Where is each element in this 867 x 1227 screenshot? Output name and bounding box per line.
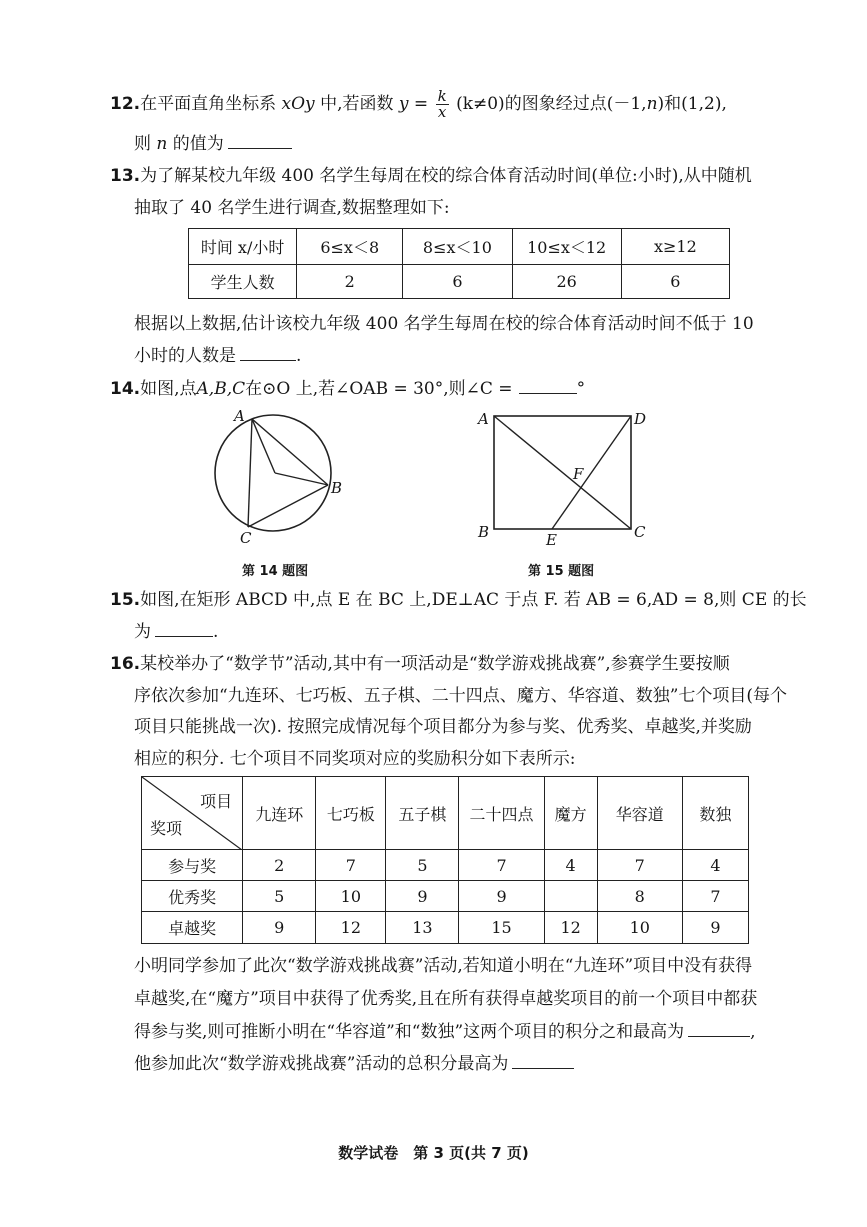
q15-line1 xyxy=(110,590,807,610)
q16-column-header: 二十四点 xyxy=(459,777,544,850)
fig15-label-d: D xyxy=(634,410,647,428)
segment-ab xyxy=(252,419,328,485)
q13-table xyxy=(188,228,730,299)
q16-cell: 10 xyxy=(316,881,386,912)
fig14-label-c: C xyxy=(240,529,252,547)
q13-header-cell: 8≤x＜10 xyxy=(403,229,512,265)
q13-header-cell: 6≤x＜8 xyxy=(297,229,403,265)
q16-row-label: 优秀奖 xyxy=(142,881,243,912)
q16-cell: 9 xyxy=(459,881,544,912)
q15-text-1: 如图,在矩形 ABCD 中,点 E 在 BC 上,DE⊥AC 于点 F. 若 AB = 6,AD = 8,则 CE 的长 xyxy=(140,590,807,610)
q16-cell: 7 xyxy=(682,881,748,912)
q16-column-header: 魔方 xyxy=(544,777,597,850)
q13-header-cell: 10≤x＜12 xyxy=(512,229,621,265)
q16-cell: 7 xyxy=(316,850,386,881)
q16-cell xyxy=(544,881,597,912)
q12-fraction xyxy=(436,89,449,120)
q12-y-eq: y = xyxy=(398,94,429,114)
q13-data-cell: 2 xyxy=(297,265,403,299)
q16-column-header: 七巧板 xyxy=(316,777,386,850)
q16-cell: 5 xyxy=(243,881,316,912)
q16-cell: 9 xyxy=(243,912,316,944)
q16-row-participation xyxy=(142,850,749,881)
diagonal-ac xyxy=(494,416,631,529)
q15-line2: 为 . xyxy=(134,622,219,642)
q16-line3: 项目只能挑战一次). 按照完成情况每个项目都分为参与奖、优秀奖、卓越奖,并奖励 xyxy=(134,717,752,737)
q12-text-d: )和(1,2), xyxy=(657,94,727,114)
q12-text-e: 则 xyxy=(134,134,151,154)
q13-data-cell: 6 xyxy=(403,265,512,299)
q15-number: 15. xyxy=(110,590,141,610)
q13-header-cell: x≥12 xyxy=(621,229,729,265)
q13-table-header-row xyxy=(189,229,730,265)
q16-row-outstanding xyxy=(142,912,749,944)
q15-answer-blank[interactable] xyxy=(155,622,213,637)
q13-line2: 抽取了 40 名学生进行调查,数据整理如下: xyxy=(134,198,450,218)
q16-line2: 序依次参加“九连环、七巧板、五子棋、二十四点、魔方、华容道、数独”七个项目(每个 xyxy=(134,686,788,706)
q16-cell: 12 xyxy=(544,912,597,944)
q14-number: 14. xyxy=(110,379,141,399)
q16-cell: 13 xyxy=(386,912,459,944)
q16-text-7: 得参与奖,则可推断小明在“华容道”和“数独”这两个项目的积分之和最高为 xyxy=(134,1022,685,1042)
q15-text-2: 为 xyxy=(134,622,151,642)
q16-corner-top: 项目 xyxy=(200,792,233,811)
q16-corner-bottom: 奖项 xyxy=(150,819,183,838)
q13-table-data-row xyxy=(189,265,730,299)
q16-cell: 12 xyxy=(316,912,386,944)
q16-line6: 卓越奖,在“魔方”项目中获得了优秀奖,且在所有获得卓越奖项目的前一个项目中都获 xyxy=(134,989,758,1009)
q16-row-label: 参与奖 xyxy=(142,850,243,881)
q12-text-a: 在平面直角坐标系 xyxy=(140,94,277,114)
segment-de xyxy=(552,416,631,529)
q14-answer-blank[interactable] xyxy=(519,379,577,394)
q16-number: 16. xyxy=(110,654,141,674)
q14-line1 xyxy=(110,379,585,399)
q12-cond: (k≠0) xyxy=(456,94,505,114)
q16-cell: 4 xyxy=(544,850,597,881)
q16-cell: 15 xyxy=(459,912,544,944)
q12-n-2: n xyxy=(156,134,168,154)
q16-cell: 4 xyxy=(682,850,748,881)
q16-row-excellent xyxy=(142,881,749,912)
q16-column-header: 九连环 xyxy=(243,777,316,850)
q16-cell: 9 xyxy=(386,881,459,912)
q16-line5: 小明同学参加了此次“数学游戏挑战赛”活动,若知道小明在“九连环”项目中没有获得 xyxy=(134,956,753,976)
q12-xoy: xOy xyxy=(281,94,315,114)
q16-cell: 5 xyxy=(386,850,459,881)
q14-degree: ° xyxy=(576,379,586,399)
q12-number: 12. xyxy=(110,94,141,114)
q16-table-header-row xyxy=(142,777,749,850)
q12-line2 xyxy=(134,134,292,154)
q14-points: A,B,C xyxy=(196,379,246,399)
q16-table xyxy=(141,776,749,944)
q13-text-1: 为了解某校九年级 400 名学生每周在校的综合体育活动时间(单位:小时),从中随机 xyxy=(140,166,752,186)
fig15-label-f: F xyxy=(573,465,584,483)
q16-cell: 10 xyxy=(597,912,682,944)
fig15-label-b: B xyxy=(478,523,490,541)
q16-line7 xyxy=(134,1022,756,1042)
q13-answer-blank[interactable] xyxy=(240,346,296,361)
figure-15-rectangle xyxy=(474,405,654,555)
fig15-label-c: C xyxy=(634,523,646,541)
q16-row-label: 卓越奖 xyxy=(142,912,243,944)
q12-frac-num: k xyxy=(437,87,447,105)
q13-header-cell: 时间 x/小时 xyxy=(189,229,297,265)
q13-data-cell: 6 xyxy=(621,265,729,299)
q13-text-4: 小时的人数是 xyxy=(134,346,236,366)
segment-ao xyxy=(252,419,275,473)
q12-line1 xyxy=(110,89,727,120)
segment-ac xyxy=(248,419,252,527)
q16-cell: 9 xyxy=(682,912,748,944)
q16-cell: 7 xyxy=(459,850,544,881)
q16-cell: 2 xyxy=(243,850,316,881)
q13-line3: 根据以上数据,估计该校九年级 400 名学生每周在校的综合体育活动时间不低于 10 xyxy=(134,314,754,334)
q13-number: 13. xyxy=(110,166,141,186)
q16-column-header: 数独 xyxy=(682,777,748,850)
q16-corner-diagonal xyxy=(142,777,242,850)
q13-line4: 小时的人数是 . xyxy=(134,346,302,366)
q16-answer-blank-2[interactable] xyxy=(512,1054,574,1069)
q16-column-header: 五子棋 xyxy=(386,777,459,850)
figure-14-circle xyxy=(200,405,360,555)
q16-text-1: 某校举办了“数学节”活动,其中有一项活动是“数学游戏挑战赛”,参赛学生要按顺 xyxy=(140,654,730,674)
q16-cell: 7 xyxy=(597,850,682,881)
q12-text-c: 的图象经过点(－1, xyxy=(504,94,647,114)
fig14-label-b: B xyxy=(331,479,343,497)
q16-corner-cell xyxy=(142,777,243,850)
q14-text-a: 如图,点 xyxy=(140,379,197,399)
page-footer: 数学试卷 第 3 页(共 7 页) xyxy=(338,1144,529,1162)
q16-line4: 相应的积分. 七个项目不同奖项对应的奖励积分如下表所示: xyxy=(134,749,576,769)
q16-text-8: 他参加此次“数学游戏挑战赛”活动的总积分最高为 xyxy=(134,1054,509,1074)
q12-frac-den: x xyxy=(437,103,447,121)
fig14-caption: 第 14 题图 xyxy=(242,564,309,579)
q12-answer-blank[interactable] xyxy=(228,134,292,149)
fig15-label-e: E xyxy=(546,531,557,549)
q14-text-b: 在⊙O 上,若∠OAB = 30°,则∠C = xyxy=(245,379,513,399)
fig14-label-a: A xyxy=(234,407,245,425)
q12-n: n xyxy=(646,94,658,114)
q16-cell: 8 xyxy=(597,881,682,912)
q16-line1 xyxy=(110,654,730,674)
q13-row-label: 学生人数 xyxy=(189,265,297,299)
q16-text-7-end: , xyxy=(750,1022,756,1042)
fig15-label-a: A xyxy=(478,410,489,428)
q13-line1 xyxy=(110,166,752,186)
fig15-caption: 第 15 题图 xyxy=(528,564,595,579)
q13-data-cell: 26 xyxy=(512,265,621,299)
q12-text-f: 的值为 xyxy=(172,134,224,154)
segment-cb xyxy=(248,485,328,527)
q12-text-b: 中,若函数 xyxy=(320,94,394,114)
q16-line8 xyxy=(134,1054,574,1074)
q16-answer-blank-1[interactable] xyxy=(688,1022,750,1037)
q16-column-header: 华容道 xyxy=(597,777,682,850)
